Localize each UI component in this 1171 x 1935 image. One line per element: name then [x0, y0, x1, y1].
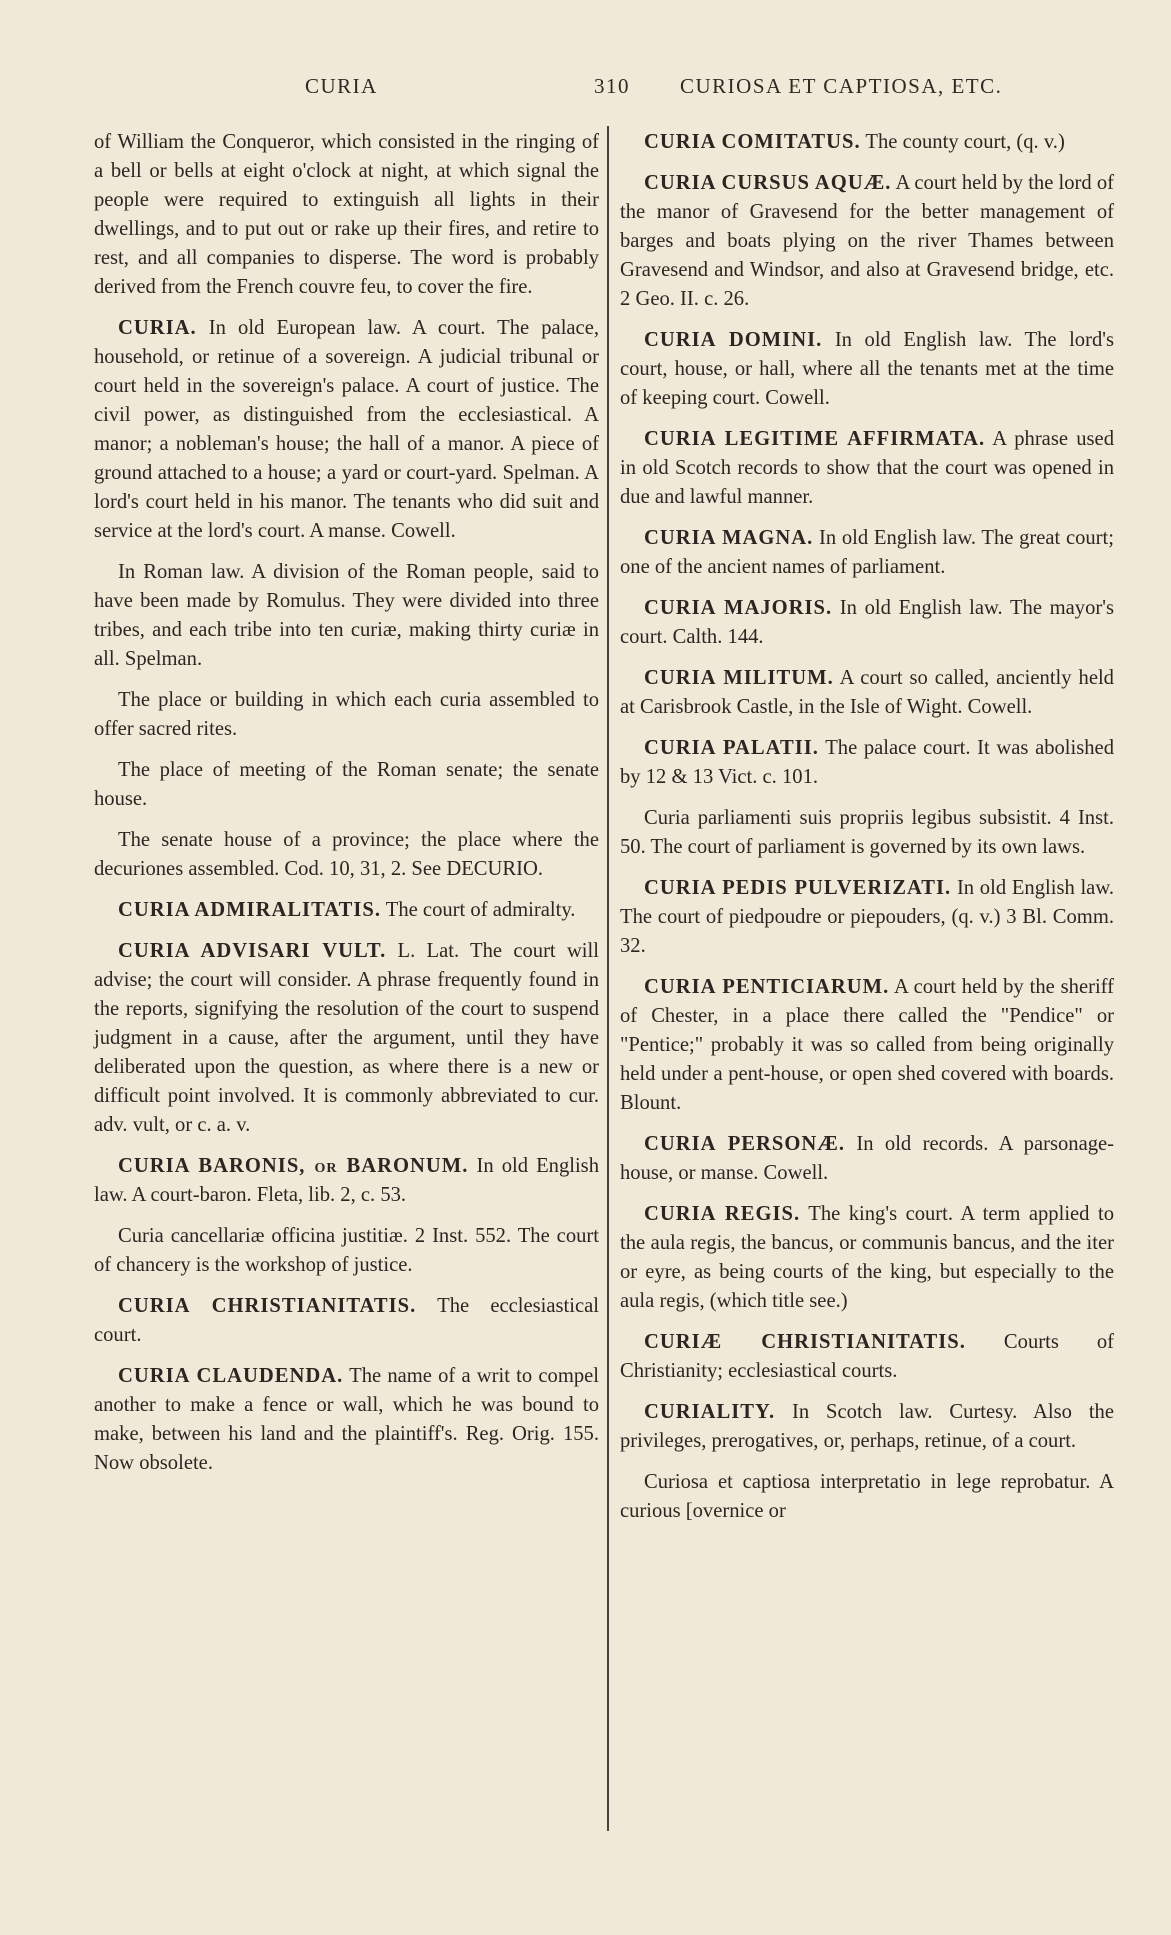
- dictionary-entry: [94, 756, 599, 814]
- entry-headword: CURIA CHRISTIANITATIS.: [118, 1295, 417, 1317]
- entry-headword: CURIA PERSONÆ.: [644, 1133, 846, 1155]
- dictionary-entry: [620, 1468, 1114, 1526]
- dictionary-entry: [620, 169, 1114, 314]
- entry-definition: The name of a writ to compel another to make a fence or wall, which he was bound to make, between his land and the plaintiff's. Reg. Orig. 155. Now obsolete.: [94, 1365, 600, 1474]
- dictionary-entry: [94, 826, 599, 884]
- dictionary-entry: [94, 686, 599, 744]
- entry-definition: A court so called, anciently held at Carisbrook Castle, in the Isle of Wight. Cowell.: [620, 667, 1114, 718]
- entry-definition: The place of meeting of the Roman senate; the senate house.: [94, 759, 599, 810]
- dictionary-entry: [620, 664, 1114, 722]
- entry-definition: The ecclesiastical court.: [94, 1295, 599, 1346]
- entry-definition: In old English law. The lord's court, house, or hall, where all the tenants met at the time of keeping court. Cowell.: [620, 329, 1114, 409]
- entry-headword: CURIA DOMINI.: [644, 329, 823, 351]
- entry-definition: The place or building in which each curia assembled to offer sacred rites.: [94, 689, 599, 740]
- dictionary-entry: [620, 973, 1114, 1118]
- entry-definition: The court of admiralty.: [385, 899, 576, 921]
- left-column: [94, 128, 599, 1490]
- entry-definition: The county court, (q. v.): [865, 131, 1065, 153]
- running-header: [0, 74, 1171, 106]
- entry-headword: CURIA PENTICIARUM.: [644, 976, 890, 998]
- dictionary-entry: [620, 804, 1114, 862]
- entry-headword: CURIA.: [118, 317, 197, 339]
- entry-headword: CURIA ADVISARI VULT.: [118, 940, 387, 962]
- entry-definition: In old English law. The great court; one of the ancient names of parliament.: [620, 527, 1114, 578]
- dictionary-entry: [94, 1362, 599, 1478]
- entry-headword: CURIA MAJORIS.: [644, 597, 833, 619]
- dictionary-entry: [94, 314, 599, 546]
- page-number: 310: [594, 74, 630, 98]
- entry-headword: CURIA LEGITIME AFFIRMATA.: [644, 428, 986, 450]
- dictionary-entry: [94, 128, 599, 302]
- entry-headword: CURIA CLAUDENDA.: [118, 1365, 344, 1387]
- entry-definition: Curia cancellariæ officina justitiæ. 2 Inst. 552. The court of chancery is the workshop of justice.: [94, 1225, 599, 1276]
- dictionary-entry: [620, 425, 1114, 512]
- dictionary-entry: [94, 1222, 599, 1280]
- entry-definition: The palace court. It was abolished by 12 & 13 Vict. c. 101.: [620, 737, 1114, 788]
- entry-definition: A court held by the sheriff of Chester, in a place there called the "Pendice" or "Pentice;" probably it was so called from being originally held under a pent-house, or open shed covered with boards. Blount.: [620, 976, 1115, 1114]
- entry-definition: In old English law. A court-baron. Fleta, lib. 2, c. 53.: [94, 1155, 599, 1206]
- dictionary-entry: [94, 1152, 599, 1210]
- entry-definition: In old English law. The mayor's court. Calth. 144.: [620, 597, 1114, 648]
- dictionary-entry: [94, 896, 599, 925]
- dictionary-entry: [620, 326, 1114, 413]
- entry-headword: CURIA PEDIS PULVERIZATI.: [644, 877, 952, 899]
- dictionary-entry: [620, 594, 1114, 652]
- entry-definition: In Scotch law. Curtesy. Also the privileges, prerogatives, or, perhaps, retinue, of a court.: [620, 1401, 1114, 1452]
- entry-headword: CURIALITY.: [644, 1401, 776, 1423]
- entry-headword: CURIÆ CHRISTIANITATIS.: [644, 1331, 966, 1353]
- entry-definition: Curiosa et captiosa interpretatio in lege reprobatur. A curious [overnice or: [620, 1471, 1114, 1522]
- right-column: [620, 128, 1114, 1538]
- dictionary-entry: [620, 128, 1114, 157]
- dictionary-entry: [620, 1130, 1114, 1188]
- header-left-guide-word: CURIA: [305, 74, 378, 98]
- entry-headword: CURIA ADMIRALITATIS.: [118, 899, 381, 921]
- dictionary-entry: [620, 734, 1114, 792]
- entry-definition: The king's court. A term applied to the aula regis, the bancus, or communis bancus, and the iter or eyre, as being courts of the king, but especially to the aula regis, (which title see.): [620, 1203, 1114, 1312]
- entry-definition: In old records. A parsonage-house, or manse. Cowell.: [620, 1133, 1114, 1184]
- entry-definition: A phrase used in old Scotch records to show that the court was opened in due and lawful manner.: [620, 428, 1114, 508]
- header-right-guide-word: CURIOSA ET CAPTIOSA, ETC.: [680, 74, 1003, 98]
- entry-headword: CURIA REGIS.: [644, 1203, 801, 1225]
- column-divider: [607, 126, 609, 1831]
- entry-definition: The senate house of a province; the place where the decuriones assembled. Cod. 10, 31, 2. See DECURIO.: [94, 829, 599, 880]
- entry-definition: L. Lat. The court will advise; the court will consider. A phrase frequently found in the reports, signifying the resolution of the court to suspend judgment in a cause, after the argument, until they have deliberated upon the question, as where there is a new or difficult point involved. It is commonly abbreviated to cur. adv. vult, or c. a. v.: [94, 940, 599, 1136]
- entry-definition: Courts of Christianity; ecclesiastical courts.: [620, 1331, 1114, 1382]
- entry-headword: CURIA MAGNA.: [644, 527, 814, 549]
- dictionary-entry: [94, 937, 599, 1140]
- entry-definition: A court held by the lord of the manor of Gravesend for the better management of barges and boats plying on the river Thames between Gravesend and Windsor, and also at Gravesend bridge, etc. 2 Geo. II. c. 26.: [620, 172, 1115, 310]
- entry-definition: In old European law. A court. The palace, household, or retinue of a sovereign. A judicial tribunal or court held in the sovereign's palace. A court of justice. The civil power, as distinguished from the ecclesiastical. A manor; a nobleman's house; the hall of a manor. A piece of ground attached to a house; a yard or court-yard. Spelman. A lord's court held in his manor. The tenants who did suit and service at the lord's court. A manse. Cowell.: [94, 317, 599, 542]
- entry-headword: CURIA BARONIS, or BARONUM.: [118, 1155, 469, 1177]
- entry-definition: In old English law. The court of piedpoudre or piepouders, (q. v.) 3 Bl. Comm. 32.: [620, 877, 1115, 957]
- dictionary-entry: [620, 1200, 1114, 1316]
- entry-headword: CURIA CURSUS AQUÆ.: [644, 172, 892, 194]
- dictionary-entry: [94, 1292, 599, 1350]
- dictionary-entry: [620, 1398, 1114, 1456]
- entry-definition: In Roman law. A division of the Roman people, said to have been made by Romulus. They were divided into three tribes, and each tribe into ten curiæ, making thirty curiæ in all. Spelman.: [94, 561, 599, 670]
- entry-definition: of William the Conqueror, which consisted in the ringing of a bell or bells at eight o'clock at night, at which signal the people were required to extinguish all lights in their dwellings, and to put out or rake up their fires, and retire to rest, and all companies to disperse. The word is probably derived from the French couvre feu, to cover the fire.: [94, 131, 599, 298]
- entry-headword: CURIA MILITUM.: [644, 667, 834, 689]
- dictionary-entry: [620, 1328, 1114, 1386]
- dictionary-entry: [94, 558, 599, 674]
- entry-headword: CURIA COMITATUS.: [644, 131, 861, 153]
- dictionary-entry: [620, 524, 1114, 582]
- entry-definition: Curia parliamenti suis propriis legibus subsistit. 4 Inst. 50. The court of parliament is governed by its own laws.: [620, 807, 1114, 858]
- dictionary-entry: [620, 874, 1114, 961]
- entry-headword: CURIA PALATII.: [644, 737, 819, 759]
